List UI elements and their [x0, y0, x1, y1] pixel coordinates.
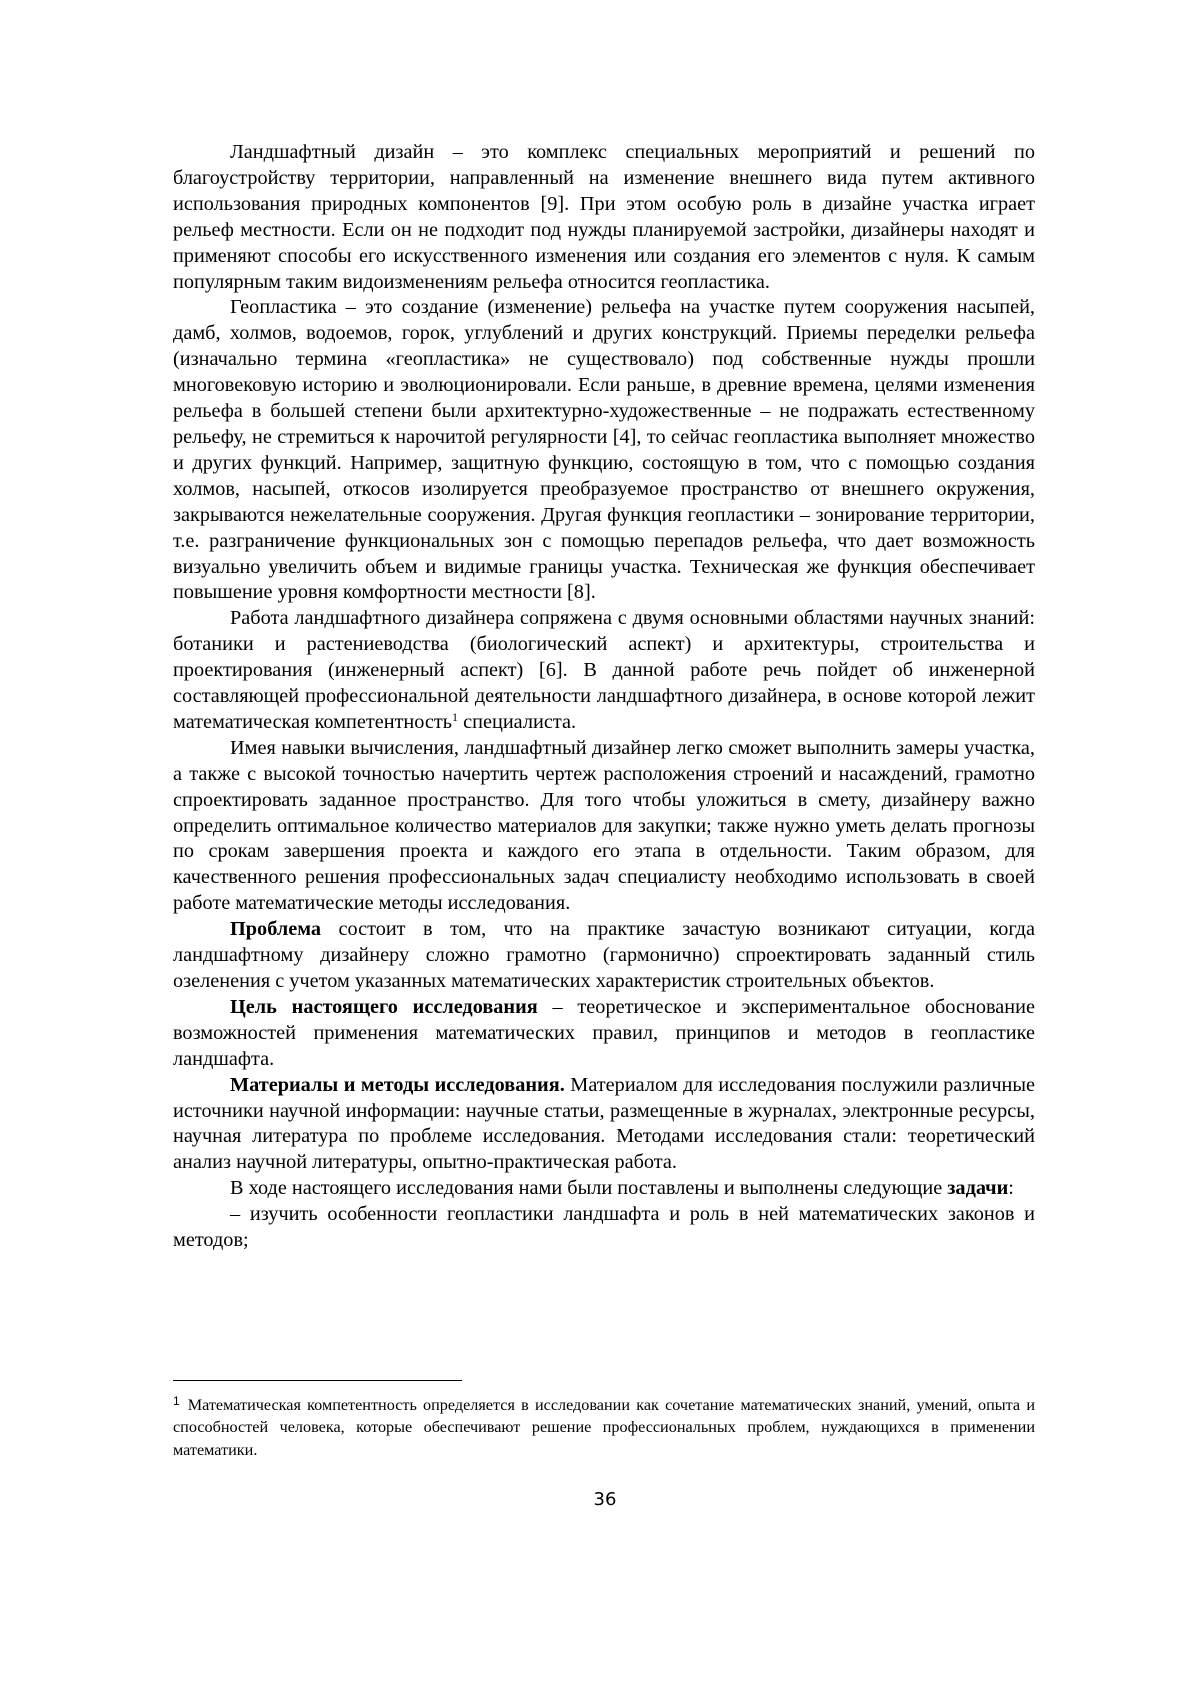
tasks-label: задачи [947, 1177, 1009, 1200]
paragraph-goal [173, 995, 1035, 1073]
paragraph-materials-methods [173, 1073, 1035, 1177]
goal-label: Цель настоящего исследования [230, 995, 538, 1018]
paragraph-designer-work [173, 606, 1035, 736]
paragraph-text: – теоретическое и экспериментальное обоснование возможностей применения математических правил, принципов и методов в геопластике ландшафта. [173, 995, 1035, 1070]
paragraph-geoplastics [173, 295, 1035, 606]
paragraph-problem [173, 917, 1035, 995]
page-body [173, 140, 1035, 1254]
paragraph-text: состоит в том, что на практике зачастую возникают ситуации, когда ландшафтному дизайнеру сложно грамотно (гармонично) спроектировать заданный стиль озеленения с учетом указанных математических характеристик строительных объектов. [173, 918, 1035, 992]
paragraph-landscape-design [173, 140, 1035, 295]
problem-label: Проблема [230, 918, 322, 941]
paragraph-text: Работа ландшафтного дизайнера сопряжена с двумя основными областями научных знаний: ботаники и растениеводства (биологический аспект) и архитектуры, строительства и проектирования (инженерный аспект) [6]. В данной работе речь пойдет об инженерной составляющей профессиональной деятельности ландшафтного дизайнера, в основе которой лежит математическая компетентность [173, 607, 1035, 733]
paragraph-tail: : [1008, 1177, 1014, 1200]
paragraph-tasks-intro [173, 1176, 1035, 1202]
paragraph-computation-skills [173, 736, 1035, 917]
paragraph-tail: специалиста. [458, 710, 577, 733]
footnote-reference: 1 [452, 709, 459, 724]
paragraph-text: Материалом для исследования послужили различные источники научной информации: научные статьи, размещенные в журналах, электронные ресурсы, научная литература по проблеме исследования. Методами исследования стали: теоретический анализ научной литературы, опытно-практическая работа. [173, 1073, 1036, 1174]
page-number: 36 [593, 1489, 617, 1510]
paragraph-text: Ландшафтный дизайн – это комплекс специальных мероприятий и решений по благоустройству территории, направленный на изменение внешнего вида путем активного использования природных компонентов [9]. При этом особую роль в дизайне участка играет рельеф местности. Если он не подходит под нужды планируемой застройки, дизайнеры находят и применяют способы его искусственного изменения или создания его элементов с нуля. К самым популярным таким видоизменениям рельефа относится геопластика. [173, 141, 1035, 293]
footnote [173, 1394, 1035, 1461]
materials-methods-label: Материалы и методы исследования. [230, 1073, 565, 1096]
paragraph-text: Геопластика – это создание (изменение) рельефа на участке путем сооружения насыпей, дамб, холмов, водоемов, горок, углублений и других конструкций. Приемы переделки рельефа (изначально термина «геопластика» не существовало) под собственные нужды прошли многовековую историю и эволюционировали. Если раньше, в древние времена, целями изменения рельефа в большей степени были архитектурно-художественные – не подражать естественному рельефу, не стремиться к нарочитой регулярности [4], то сейчас геопластика выполняет множество и других функций. Например, защитную функцию, состоящую в том, что с помощью создания холмов, насыпей, откосов изолируется преобразуемое пространство от внешнего окружения, закрываются нежелательные сооружения. Другая функция геопластики – зонирование территории, т.е. разграничение функциональных зон с помощью перепадов рельефа, что дает возможность визуально увеличить объем и видимые границы участка. Техническая же функция обеспечивает повышение уровня комфортности местности [8]. [173, 296, 1035, 604]
footnote-separator [173, 1380, 462, 1381]
list-item-task [173, 1202, 1035, 1254]
footnote-text: Математическая компетентность определяется в исследовании как сочетание математических знаний, умений, опыта и способностей человека, которые обеспечивают решение профессиональных проблем, нуждающихся в применении математики. [173, 1396, 1035, 1459]
paragraph-text: Имея навыки вычисления, ландшафтный дизайнер легко сможет выполнить замеры участка, а также с высокой точностью начертить чертеж расположения строений и насаждений, грамотно спроектировать заданное пространство. Для того чтобы уложиться в смету, дизайнеру важно определить оптимальное количество материалов для закупки; также нужно уметь делать прогнозы по срокам завершения проекта и каждого его этапа в отдельности. Таким образом, для качественного решения профессиональных задач специалисту необходимо использовать в своей работе математические методы исследования. [173, 736, 1035, 915]
footnote-mark: 1 [173, 1394, 180, 1408]
paragraph-text: – изучить особенности геопластики ландшафта и роль в ней математических законов и методов; [173, 1203, 1035, 1252]
paragraph-text: В ходе настоящего исследования нами были поставлены и выполнены следующие [230, 1177, 948, 1200]
